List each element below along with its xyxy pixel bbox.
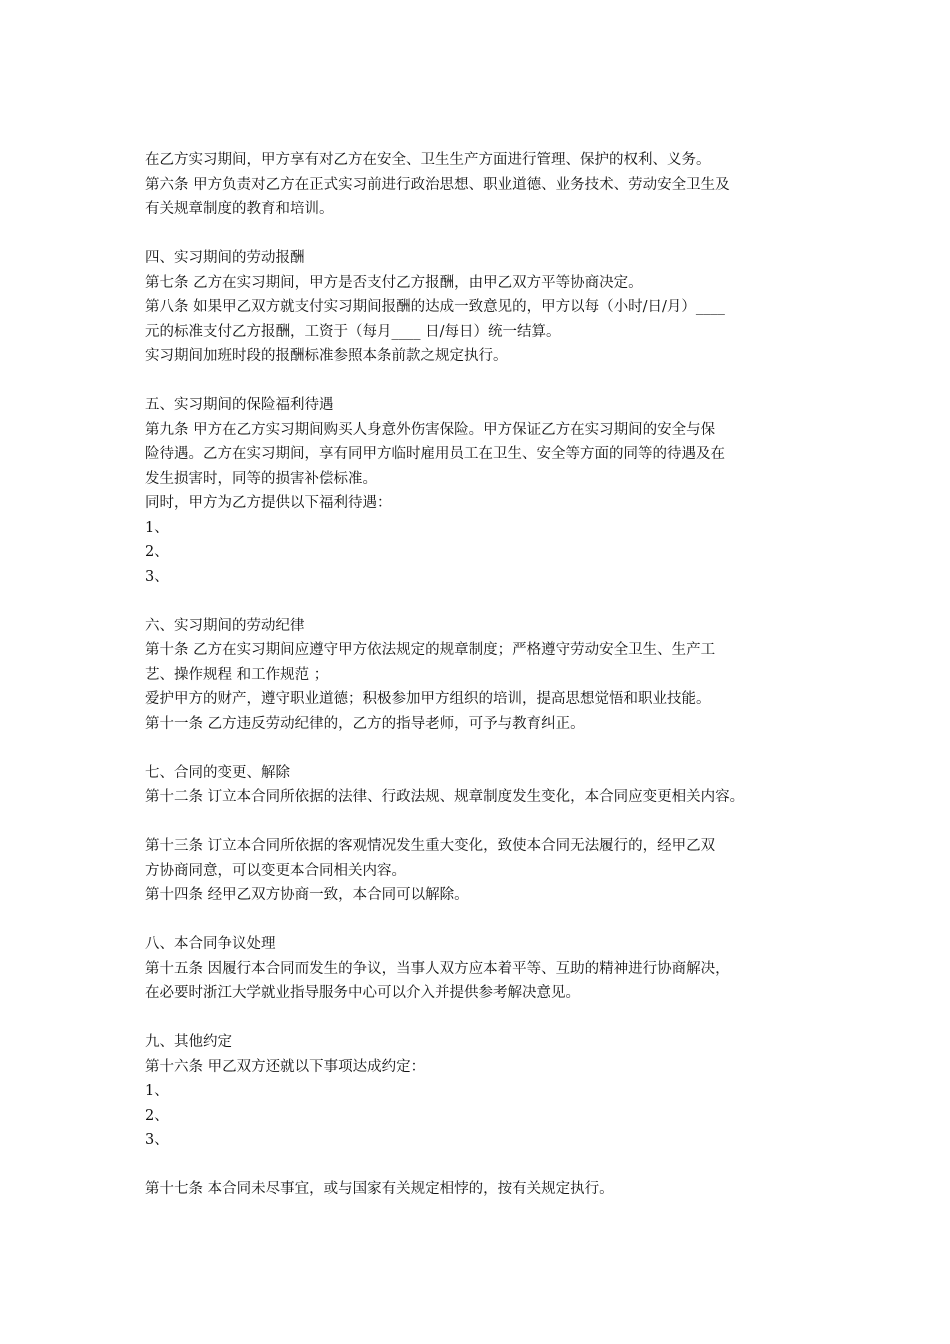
- blank-line: [145, 908, 825, 933]
- text-line: 八、本合同争议处理: [145, 936, 276, 952]
- text-line: 六、实习期间的劳动纪律: [145, 617, 305, 634]
- blank-line: [145, 589, 825, 614]
- text-line: 第十一条 乙方违反劳动纪律的，乙方的指导老师，可予与教育纠正。: [145, 715, 585, 732]
- text-line: 在乙方实习期间，甲方享有对乙方在安全、卫生生产方面进行管理、保护的权利、义务。: [145, 152, 711, 168]
- text-line: 险待遇。乙方在实习期间，享有同甲方临时雇用员工在卫生、安全等方面的同等的待遇及在: [145, 446, 725, 462]
- text-line: 艺、操作规程 和工作规范 ；: [145, 666, 329, 683]
- text-line: 第十五条 因履行本合同而发生的争议，当事人双方应本着平等、互助的精神进行协商解决，: [145, 960, 730, 977]
- text-line: 第十七条 本合同未尽事宜，或与国家有关规定相悖的，按有关规定执行。: [145, 1181, 614, 1197]
- text-line: 第八条 如果甲乙双方就支付实习期间报酬的达成一致意见的，甲方以每（小时/日/月）____: [145, 299, 725, 315]
- blank-line: [145, 736, 825, 761]
- text-line: 第十二条 订立本合同所依据的法律、行政法规、规章制度发生变化，本合同应变更相关内容。: [145, 789, 745, 805]
- text-line: 元的标准支付乙方报酬，工资于（每月____ 日/每日）统一结算。: [145, 323, 561, 340]
- text-line: 有关规章制度的教育和培训。: [145, 201, 334, 217]
- blank-line: [145, 222, 825, 247]
- text-line: 第十四条 经甲乙双方协商一致，本合同可以解除。: [145, 887, 469, 903]
- text-line: 四、实习期间的劳动报酬: [145, 250, 305, 266]
- text-line: 第九条 甲方在乙方实习期间购买人身意外伤害保险。甲方保证乙方在实习期间的安全与保: [145, 421, 716, 438]
- text-line: 实习期间加班时段的报酬标准参照本条前款之规定执行。: [145, 348, 508, 364]
- text-line: 1、: [145, 1083, 169, 1099]
- text-line: 五、实习期间的保险福利待遇: [145, 397, 334, 413]
- text-line: 发生损害时，同等的损害补偿标准。: [145, 470, 377, 487]
- blank-line: [145, 1153, 825, 1178]
- text-line: 第十条 乙方在实习期间应遵守甲方依法规定的规章制度；严格遵守劳动安全卫生、生产工: [145, 642, 716, 658]
- text-line: 3、: [145, 1132, 169, 1148]
- text-line: 2、: [145, 1107, 169, 1124]
- blank-line: [145, 810, 825, 835]
- text-line: 2、: [145, 544, 169, 560]
- text-line: 在必要时浙江大学就业指导服务中心可以介入并提供参考解决意见。: [145, 985, 580, 1001]
- text-line: 第六条 甲方负责对乙方在正式实习前进行政治思想、职业道德、业务技术、劳动安全卫生及: [145, 176, 730, 193]
- blank-line: [145, 1006, 825, 1031]
- text-line: 同时，甲方为乙方提供以下福利待遇：: [145, 495, 392, 511]
- text-line: 第十六条 甲乙双方还就以下事项达成约定：: [145, 1058, 426, 1075]
- text-line: 3、: [145, 568, 169, 585]
- text-line: 七、合同的变更、解除: [145, 764, 290, 781]
- text-line: 1、: [145, 519, 169, 536]
- text-line: 第十三条 订立本合同所依据的客观情况发生重大变化，致使本合同无法履行的，经甲乙双: [145, 838, 716, 854]
- text-line: 第七条 乙方在实习期间，甲方是否支付乙方报酬，由甲乙双方平等协商决定。: [145, 274, 643, 291]
- document-body: [145, 148, 825, 1202]
- text-line: 爱护甲方的财产，遵守职业道德；积极参加甲方组织的培训，提高思想觉悟和职业技能。: [145, 691, 711, 707]
- text-line: 九、其他约定: [145, 1034, 232, 1050]
- text-line: 方协商同意，可以变更本合同相关内容。: [145, 862, 406, 879]
- blank-line: [145, 369, 825, 394]
